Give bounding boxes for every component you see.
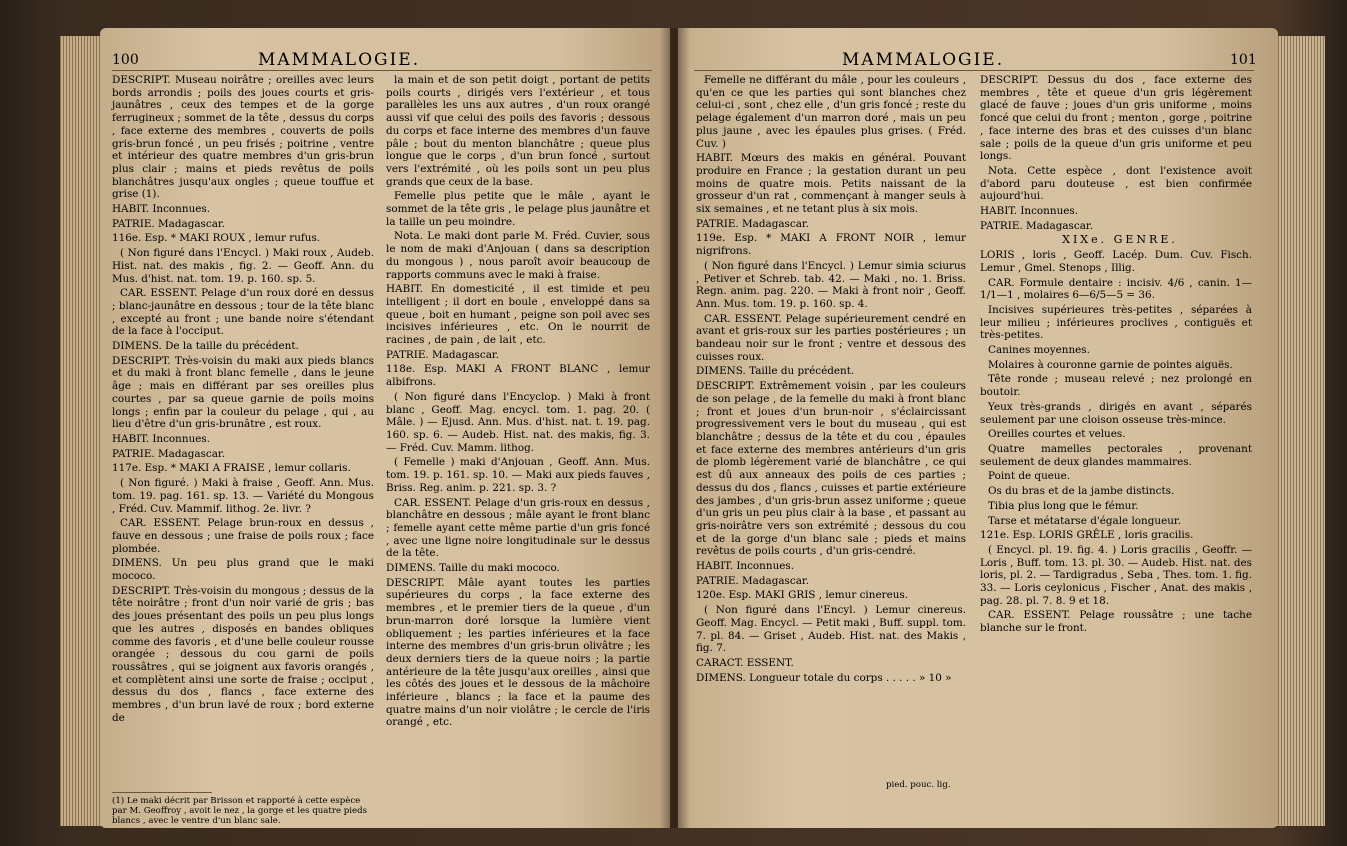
paragraph: PATRIE. Madagascar.: [696, 574, 810, 587]
left-column-2: [386, 74, 650, 731]
paragraph: Tarse et métatarse d'égale longueur.: [988, 514, 1182, 527]
gutter: [660, 28, 690, 828]
running-head-right: MAMMALOGIE.: [842, 50, 1005, 70]
paragraph: LORIS , loris , Geoff. Lacép. Dum. Cuv. Fisch. Lemur , Gmel. Stenops , Illig.: [980, 249, 1252, 274]
paragraph: Tibia plus long que le fémur.: [988, 499, 1139, 512]
left-page-edges: [60, 36, 102, 826]
paragraph: ( Non figuré dans l'Encyl. ) Lemur cinereus. Geoff. Mag. Encycl. — Petit maki , Buff. suppl. tom. 7. pl. 84. — Griset , Audeb. Hist. nat. des Makis , fig. 7.: [696, 604, 966, 655]
paragraph: DIMENS. Taille du précédent.: [696, 365, 855, 378]
footnote-rule: [112, 792, 212, 793]
paragraph: Point de queue.: [988, 470, 1071, 483]
running-head-left: MAMMALOGIE.: [258, 50, 421, 70]
paragraph: 116e. Esp. * MAKI ROUX , lemur rufus.: [112, 232, 321, 245]
paragraph: 117e. Esp. * MAKI A FRAISE , lemur collaris.: [112, 462, 351, 475]
paragraph: DESCRIPT. Dessus du dos , face externe des membres , tête et queue d'un gris légèrement glacé de fauve ; joues d'un gris uniforme , moins foncé que celui du front ; menton , gorge , poitrine , face interne des bras et des cuisses d'un blanc sale ; poils de la queue d'un gris uniforme et peu longs.: [980, 74, 1252, 163]
paragraph: DIMENS. Un peu plus grand que le maki mococo.: [112, 557, 374, 583]
paragraph: 121e. Esp. LORIS GRÊLE , loris gracilis.: [980, 529, 1194, 542]
paragraph: PATRIE. Madagascar.: [696, 217, 810, 230]
paragraph: DESCRIPT. Extrêmement voisin , par les couleurs de son pelage , de la femelle du maki à front blanc ; front et joues d'un brun-noir , s'éclaircissant progressivement vers le bout du museau , qui est blanchâtre ; dessus de la tête et du cou , épaules et face externe des membres antérieurs d'un gris de plomb légèrement varié de blanchâtre , ce qui est dû aux anneaux des poils de ces parties ; dessus du dos , flancs , cuisses et partie extérieure des jambes , d'un gris-brun assez uniforme ; queue d'un gris un peu plus clair à la base , et passant au gris-noirâtre vers son extrémité ; dessous du cou et de la gorge d'un blanc sale ; pieds et mains revêtus de poils courts , d'un gris-cendré.: [696, 380, 966, 558]
paragraph: DIMENS. Longueur totale du corps . . . . . » 10 »: [696, 671, 952, 684]
paragraph: XIXe. GENRE.: [1062, 233, 1178, 247]
paragraph: 118e. Esp. MAKI A FRONT BLANC , lemur albifrons.: [386, 363, 650, 389]
page-number-right: 101: [1230, 52, 1257, 68]
paragraph: DESCRIPT. Mâle ayant toutes les parties supérieures du corps , la face externe des membres , et le premier tiers de la queue , d'un brun-marron doré lorsque la lumière vient obliquement ; les parties inférieures et la face interne des membres d'un gris-brun olivâtre ; les deux derniers tiers de la queue noirs ; la partie antérieure de la tête jusqu'aux oreilles , ainsi que les côtés des joues et le dessous de la mâchoire inférieure , blancs ; la face et la paume des quatre mains d'un noir violâtre ; le cercle de l'iris orangé , etc.: [386, 576, 650, 729]
paragraph: PATRIE. Madagascar.: [112, 217, 226, 230]
paragraph: DIMENS. Taille du maki mococo.: [386, 562, 560, 575]
paragraph: PATRIE. Madagascar.: [386, 348, 500, 361]
right-column-2: [980, 74, 1252, 637]
header-rule-right: [694, 70, 1254, 71]
paragraph: HABIT. Inconnues.: [112, 432, 211, 445]
paragraph: ( Non figuré dans l'Encycl. ) Lemur simia sciurus , Petiver et Schreb. tab. 42. — Maki , no. 1. Briss. Regn. anim. pag. 220. — Maki à front noir , Geoff. Ann. Mus. tom. 19. p. 160. sp. 4.: [696, 259, 966, 310]
right-page-edges: [1270, 36, 1325, 826]
paragraph: DIMENS. De la taille du précédent.: [112, 340, 299, 353]
paragraph: CAR. ESSENT. Pelage d'un roux doré en dessus ; blanc-jaunâtre en dessous ; tour de la tête blanc , excepté au front ; une bande noire s'étendant de la face à l'occiput.: [112, 287, 374, 338]
paragraph: PATRIE. Madagascar.: [112, 447, 226, 460]
paragraph: HABIT. Inconnues.: [980, 205, 1079, 218]
paragraph: HABIT. Inconnues.: [696, 560, 795, 573]
paragraph: Nota. Cette espèce , dont l'existence avoit d'abord paru douteuse , est bien confirmée aujourd'hui.: [980, 164, 1252, 203]
paragraph: HABIT. Inconnues.: [112, 203, 211, 216]
paragraph: Yeux très-grands , dirigés en avant , séparés seulement par une cloison osseuse très-mince.: [980, 400, 1252, 426]
dims-unit-header: pied. pouc. lig.: [886, 780, 951, 790]
paragraph: DESCRIPT. Très-voisin du mongous ; dessus de la tête noirâtre ; front d'un noir varié de gris ; bas des joues présentant des poils un peu plus longs que les autres , disposés en bandes obliques comme des favoris , et d'une belle couleur rousse orangée ; dessous du cou garni de poils roussâtres , qui se joignent aux favoris orangés , et complètent ainsi une sorte de fraise ; occiput , dessus du dos , flancs , face externe des membres , d'un brun lavé de roux ; bord externe de: [112, 584, 374, 724]
paragraph: CAR. Formule dentaire : incisiv. 4/6 , canin. 1—1/1—1 , molaires 6—6/5—5 = 36.: [980, 276, 1252, 302]
paragraph: 120e. Esp. MAKI GRIS , lemur cinereus.: [696, 589, 909, 602]
paragraph: Oreilles courtes et velues.: [988, 428, 1126, 441]
paragraph: ( Encycl. pl. 19. fig. 4. ) Loris gracilis , Geoffr. — Loris , Buff. tom. 13. pl. 30. — Audeb. Hist. nat. des loris, pl. 2. — Tardigradus , Seba , Thes. tom. 1. fig. 33. — Loris ceylonicus , Fischer , Anat. des makis , pag. 28. pl. 7. 8. 9 et 18.: [980, 543, 1253, 607]
paragraph: CARACT. ESSENT.: [696, 656, 794, 669]
paragraph: Femelle plus petite que le mâle , ayant le sommet de la tête gris , le pelage plus jaunâtre et la taille un peu moindre.: [386, 190, 650, 228]
paragraph: Incisives supérieures très-petites , séparées à leur milieu ; inférieures proclives , contiguës et très-petites.: [980, 303, 1252, 342]
paragraph: CAR. ESSENT. Pelage d'un gris-roux en dessus , blanchâtre en dessous ; mâle ayant le front blanc ; femelle ayant cette même partie d'un gris foncé , avec une ligne noire longitudinale sur le dessus de la tête.: [386, 496, 650, 560]
paragraph: DESCRIPT. Très-voisin du maki aux pieds blancs et du maki à front blanc femelle , dans le jeune âge ; mais en différant par ses oreilles plus courtes , par sa queue garnie de poils moins longs ; enfin par la couleur du pelage , qui , au lieu d'être d'un gris-brunâtre , est roux.: [112, 354, 374, 431]
paragraph: Molaires à couronne garnie de pointes aiguës.: [988, 358, 1233, 371]
paragraph: HABIT. Mœurs des makis en général. Pouvant produire en France ; la gestation durant un peu moins de quatre mois. Petits naissant de la grosseur d'un rat , commençant à manger seuls à six semaines , et ne tetant plus à six mois.: [696, 152, 966, 216]
paragraph: PATRIE. Madagascar.: [980, 219, 1094, 232]
paragraph: CAR. ESSENT. Pelage brun-roux en dessus , fauve en dessous ; une fraise de poils roux ; face plombée.: [112, 517, 374, 555]
paragraph: ( Femelle ) maki d'Anjouan , Geoff. Ann. Mus. tom. 19. p. 161. sp. 10. — Maki aux pieds fauves , Briss. Reg. anim. p. 221. sp. 3. ?: [386, 456, 650, 494]
left-column-1: [112, 74, 374, 726]
header-rule-left: [112, 70, 652, 71]
paragraph: CAR. ESSENT. Pelage roussâtre ; une tache blanche sur le front.: [980, 609, 1252, 635]
paragraph: DESCRIPT. Museau noirâtre ; oreilles avec leurs bords arrondis ; poils des joues courts et gris-jaunâtres , ceux des tempes et de la gorge ferrugineux ; sommet de la tête , dessus du corps , face externe des membres , couverts de poils gris-brun foncé , un peu frisés ; poitrine , ventre et intérieur des quatre membres d'un gris-brun plus clair ; mains et pieds revêtus de poils blanchâtres jusqu'aux ongles ; queue touffue et grise (1).: [112, 74, 374, 201]
paragraph: ( Non figuré. ) Maki à fraise , Geoff. Ann. Mus. tom. 19. pag. 161. sp. 13. — Variété du Mongous , Fréd. Cuv. Mammif. lithog. 2e. livr. ?: [112, 477, 374, 515]
paragraph: ( Non figuré dans l'Encyclop. ) Maki à front blanc , Geoff. Mag. encycl. tom. 1. pag. 20. ( Mâle. ) — Ejusd. Ann. Mus. d'hist. nat. t. 19. pag. 160. sp. 6. — Audeb. Hist. nat. des makis, fig. 3. — Fréd. Cuv. Mamm. lithog.: [386, 390, 650, 454]
paragraph: la main et de son petit doigt , portant de petits poils courts , dirigés vers l'extérieur , et tous parallèles les uns aux autres , d'un roux orangé aussi vif que celui des poils des favoris ; dessous du corps et face interne des membres d'un fauve pâle ; bout du menton blanchâtre ; queue plus longue que le corps , d'un brun foncé , surtout vers l'extrémité , où les poils sont un peu plus grands que ceux de la base.: [386, 74, 650, 188]
paragraph: Nota. Le maki dont parle M. Fréd. Cuvier, sous le nom de maki d'Anjouan ( dans sa description du mongous ) , nous paroît avoir beaucoup de rapports communs avec le maki à fraise.: [386, 230, 650, 281]
paragraph: Tête ronde ; museau relevé ; nez prolongé en boutoir.: [980, 373, 1252, 399]
paragraph: CAR. ESSENT. Pelage supérieurement cendré en avant et gris-roux sur les parties postérieures ; un bandeau noir sur le front ; ventre et dessous des cuisses roux.: [696, 312, 966, 363]
paragraph: Femelle ne différant du mâle , pour les couleurs , qu'en ce que les parties qui sont blanches chez celui-ci , sont , chez elle , d'un gris foncé ; reste du pelage également d'un marron doré , mais un peu plus jaune , avec les épaules plus grises. ( Fréd. Cuv. ): [696, 74, 966, 150]
paragraph: Quatre mamelles pectorales , provenant seulement de deux glandes mammaires.: [980, 442, 1252, 468]
right-column-1: [696, 74, 966, 686]
footnote: (1) Le maki décrit par Brisson et rapporté à cette espèce par M. Geoffroy , avoit le nez , la gorge et les quatre pieds blancs , avec le ventre d'un blanc sale.: [112, 796, 368, 826]
paragraph: Canines moyennes.: [988, 344, 1090, 357]
paragraph: HABIT. En domesticité , il est timide et peu intelligent ; il dort en boule , enveloppé dans sa queue , boit en humant , peigne son poil avec ses incisives inférieures , etc. On le nourrit de racines , de pain , de lait , etc.: [386, 283, 650, 347]
page-number-left: 100: [112, 52, 139, 68]
paragraph: 119e. Esp. * MAKI A FRONT NOIR , lemur nigrifrons.: [696, 232, 966, 258]
paragraph: Os du bras et de la jambe distincts.: [988, 485, 1175, 498]
paragraph: ( Non figuré dans l'Encycl. ) Maki roux , Audeb. Hist. nat. des makis , fig. 2. — Geoff. Ann. du Mus. d'hist. nat. tom. 19. p. 160. sp. 5.: [112, 247, 374, 285]
